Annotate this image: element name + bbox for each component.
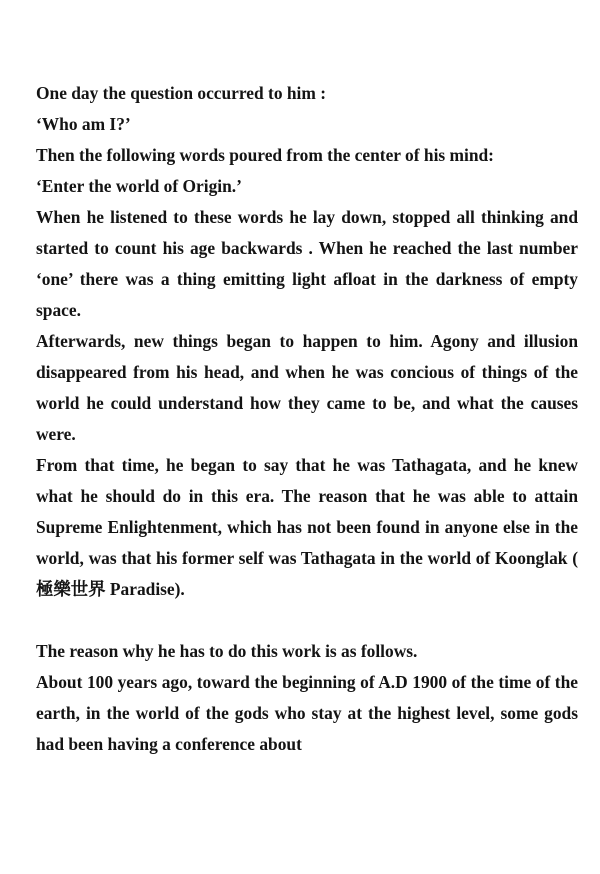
paragraph-gap	[36, 605, 578, 636]
paragraph: Afterwards, new things began to happen to him. Agony and illusion disappeared from his head, and when he was concious of things of the world he could understand how they came to be, and what the causes were.	[36, 331, 578, 444]
paragraph: Then the following words poured from the center of his mind:	[36, 145, 494, 165]
paragraph: From that time, he began to say that he was Tathagata, and he knew what he should do in this era. The reason that he was able to attain Supreme Enlightenment, which has not been found in anyone else in the world, was that his former self was Tathagata in the world of Koonglak ( 極樂世界 Paradise).	[36, 455, 578, 599]
paragraph: ‘Who am I?’	[36, 114, 131, 134]
paragraph: ‘Enter the world of Origin.’	[36, 176, 242, 196]
paragraph: One day the question occurred to him :	[36, 83, 327, 103]
paragraph: When he listened to these words he lay down, stopped all thinking and started to count his age backwards . When he reached the last number ‘one’ there was a thing emitting light afloat in the darkness of empty space.	[36, 207, 578, 320]
paragraph: The reason why he has to do this work is as follows.	[36, 641, 418, 661]
body-text	[36, 78, 578, 760]
paragraph: About 100 years ago, toward the beginning of A.D 1900 of the time of the earth, in the world of the gods who stay at the highest level, some gods had been having a conference about	[36, 672, 578, 754]
